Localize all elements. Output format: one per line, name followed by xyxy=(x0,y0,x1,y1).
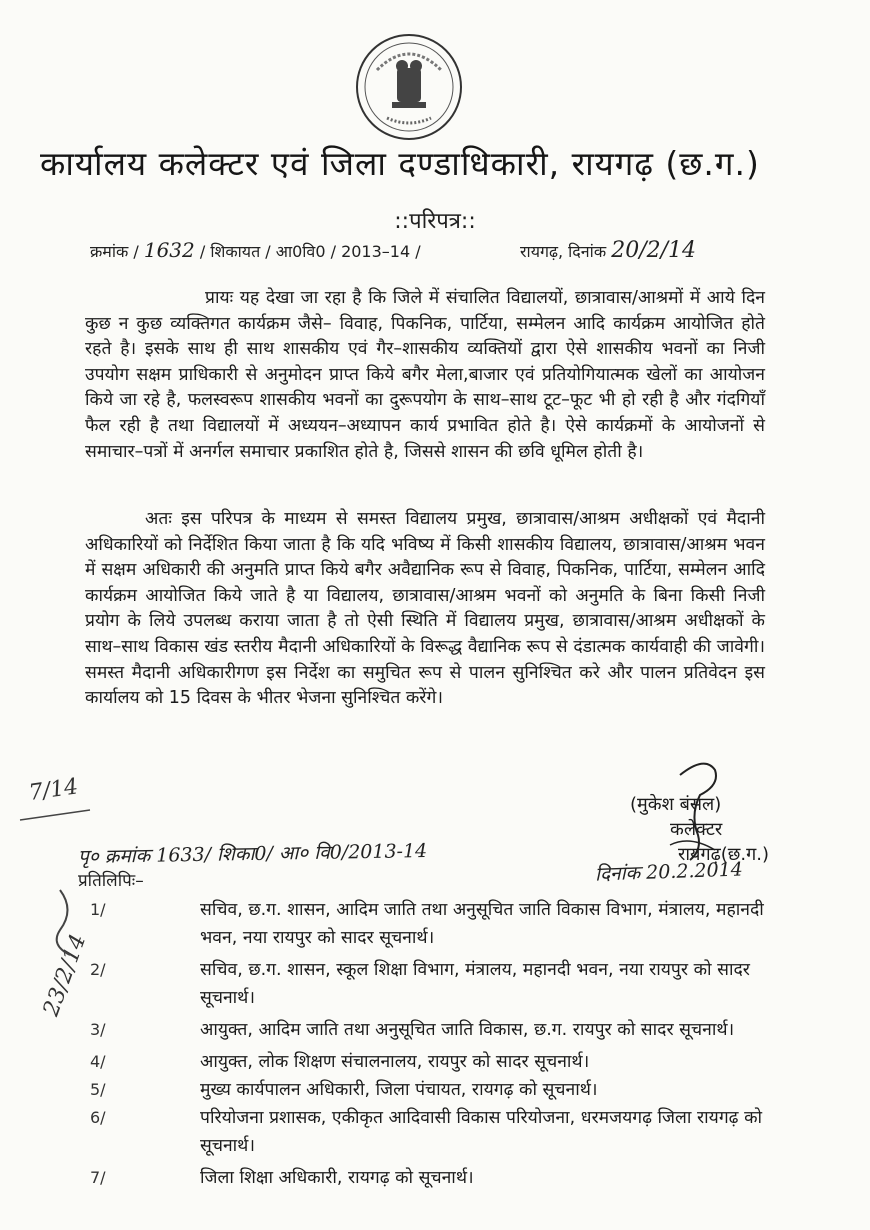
date-prefix: रायगढ़, दिनांक xyxy=(520,242,607,261)
margin-note-bottom: 23/2/14 xyxy=(38,931,92,1020)
ref-prefix: क्रमांक / xyxy=(90,242,139,261)
list-item-text: आयुक्त, लोक शिक्षण संचालनालय, रायपुर को सादर सूचनार्थ। xyxy=(200,1052,590,1072)
copy-recipient-list xyxy=(80,896,780,1192)
list-item-number: 7/ xyxy=(90,1168,106,1187)
signatory-designation: कलेक्टर xyxy=(670,819,723,840)
list-item xyxy=(80,1076,780,1104)
body-paragraph-2: अतः इस परिपत्र के माध्यम से समस्त विद्यालय प्रमुख, छात्रावास/आश्रम अधीक्षकों एवं मैदानी अधिकारियों को निर्देशित किया जाता है कि यदि भविष्य में किसी शासकीय विद्यालय, छात्रावास/आश्रम भवन में सक्षम अधिकारी की अनुमति प्राप्त किये बगैर अवैद्यानिक रूप से विवाह, पिकनिक, पार्टिया, सम्मेलन आदि कार्यक्रम आयोजित किये जाते है या विद्यालय, छात्रावास/आश्रम भवनों को अनुमति के बिना किसी निजी प्रयोग के लिये उपलब्ध कराया जाता है तो ऐसी स्थिति में विद्यालय प्रमुख, छात्रावास/आश्रम अधीक्षकों के साथ–साथ विकास खंड स्तरीय मैदानी अधिकारियों के विरूद्ध वैद्यानिक रूप से दंडात्मक कार्यवाही की जावेगी। समस्त मैदानी अधिकारीगण इस निर्देश का समुचित रूप से पालन सुनिश्चित करे और पालन प्रतिवेदन इस कार्यालय को 15 दिवस के भीतर भेजना सुनिश्चित करेंगे। xyxy=(85,509,765,709)
list-item-number: 5/ xyxy=(90,1080,106,1099)
list-item-number: 1/ xyxy=(90,900,106,919)
ref-number: 1632 xyxy=(143,238,195,262)
date-line xyxy=(520,238,696,263)
signatory-block xyxy=(630,792,769,867)
list-item-text: मुख्य कार्यपालन अधिकारी, जिला पंचायत, रायगढ़ को सूचनार्थ। xyxy=(200,1080,598,1100)
date-value: 20/2/14 xyxy=(611,238,697,263)
list-item-text: सचिव, छ.ग. शासन, स्कूल शिक्षा विभाग, मंत्रालय, महानदी भवन, नया रायपुर को सादर सूचनार्थ। xyxy=(200,960,750,1008)
signatory-name: (मुकेश बंसल) xyxy=(630,794,722,815)
copy-to-label: प्रतिलिपिः– xyxy=(78,871,144,891)
list-item xyxy=(80,1048,780,1076)
list-item-text: आयुक्त, आदिम जाति तथा अनुसूचित जाति विकास, छ.ग. रायपुर को सादर सूचनार्थ। xyxy=(200,1020,735,1040)
handwritten-endorsement-date: दिनांक 20.2.2014 xyxy=(594,858,744,886)
list-item-number: 4/ xyxy=(90,1052,106,1071)
list-item xyxy=(80,956,780,1012)
list-item-number: 2/ xyxy=(90,960,106,979)
office-heading: कार्यालय कलेक्टर एवं जिला दण्डाधिकारी, रायगढ़ (छ.ग.) xyxy=(40,144,760,183)
body-paragraph-1: प्रायः यह देखा जा रहा है कि जिले में संचालित विद्यालयों, छात्रावास/आश्रमों में आये दिन कुछ न कुछ व्यक्तिगत कार्यक्रम जैसे– विवाह, पिकनिक, पार्टिया, सम्मेलन आदि कार्यक्रम आयोजित होते रहते है। इसके साथ ही साथ शासकीय एवं गैर–शासकीय व्यक्तियों द्वारा ऐसे शासकीय भवनों का निजी उपयोग सक्षम प्राधिकारी से अनुमोदन प्राप्त किये बगैर मेला,बाजार एवं प्रतियोगियात्मक खेलों का आयोजन किये जा रहे है, फलस्वरूप शासकीय भवनों का दुरूपयोग के साथ–साथ टूट–फूट भी हो रही है और गंदगियाँ फैल रही है तथा विद्यालयों में अध्ययन–अध्यापन कार्य प्रभावित होते है। ऐसे कार्यक्रमों के आयोजनों से समाचार–पत्रों में अनर्गल समाचार प्रकाशित होते है, जिससे शासन की छवि धूमिल होती है। xyxy=(85,288,765,462)
list-item xyxy=(80,1016,780,1044)
list-item-number: 6/ xyxy=(90,1108,106,1127)
list-item-text: परियोजना प्रशासक, एकीकृत आदिवासी विकास परियोजना, धरमजयगढ़ जिला रायगढ़ को सूचनार्थ। xyxy=(200,1108,763,1156)
state-emblem-seal-icon xyxy=(352,30,467,145)
reference-number-line xyxy=(90,238,421,262)
list-item xyxy=(80,1104,780,1160)
margin-note-top: 7/14 xyxy=(27,774,80,806)
list-item xyxy=(80,896,780,952)
ref-suffix: / शिकायत / आ0वि0 / 2013–14 / xyxy=(199,242,421,261)
circular-title: ::परिपत्र:: xyxy=(394,209,476,234)
list-item-text: जिला शिक्षा अधिकारी, रायगढ़ को सूचनार्थ। xyxy=(200,1168,474,1188)
handwritten-endorsement-ref: पृ० क्रमांक 1633/ शिका0/ आ० वि0/2013-14 xyxy=(77,839,428,869)
list-item-number: 3/ xyxy=(90,1020,106,1039)
list-item-text: सचिव, छ.ग. शासन, आदिम जाति तथा अनुसूचित जाति विकास विभाग, मंत्रालय, महानदी भवन, नया रायपुर को सादर सूचनार्थ। xyxy=(200,900,764,948)
signatory-place: रायगढ़(छ.ग.) xyxy=(678,844,769,865)
list-item xyxy=(80,1164,780,1192)
